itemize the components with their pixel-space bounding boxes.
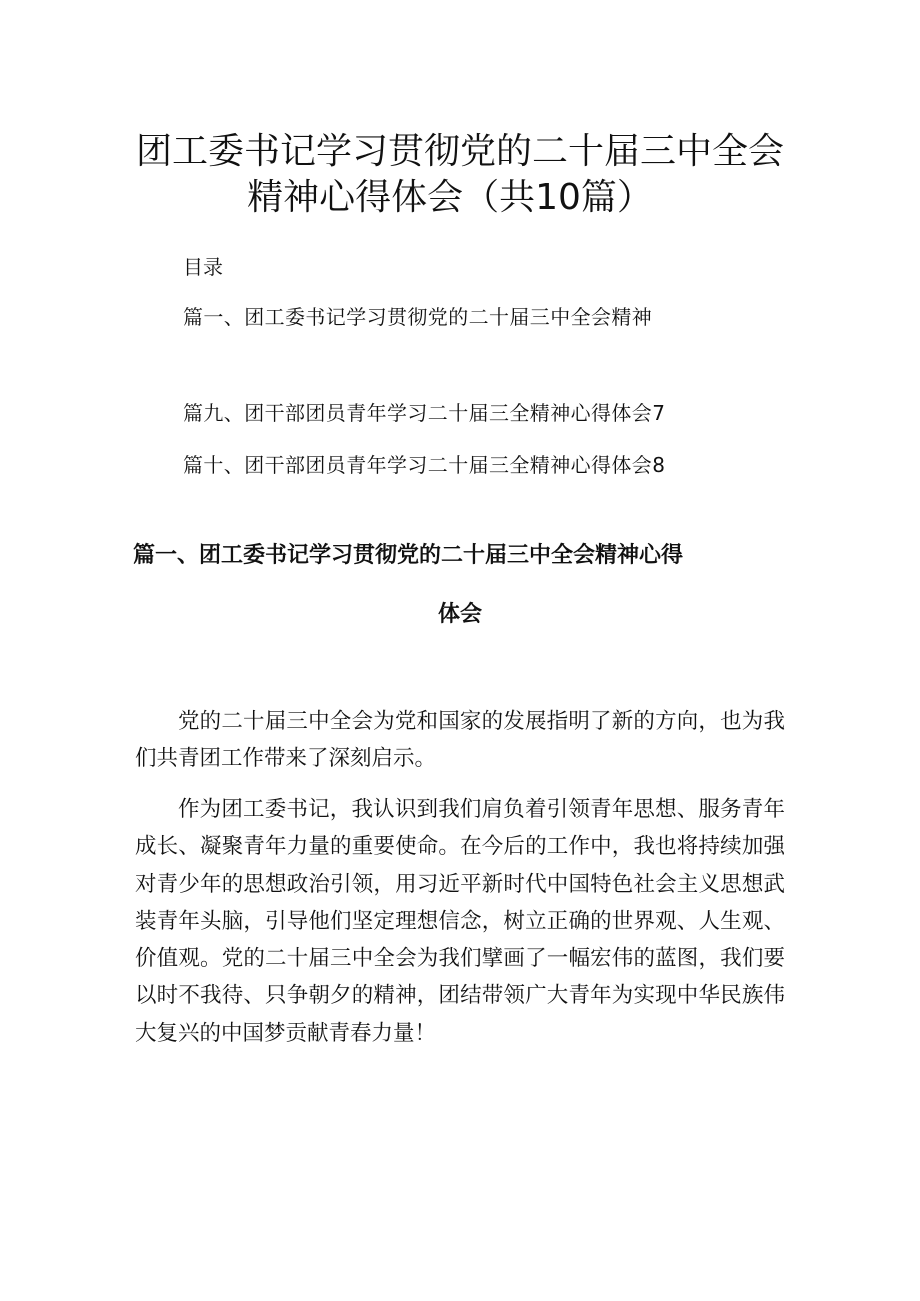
toc-item-9[interactable]: 篇九、团干部团员青年学习二十届三全精神心得体会7 xyxy=(183,401,666,425)
toc-heading: 目录 xyxy=(183,255,223,279)
document-title-line-2: 精神心得体会（共10篇） xyxy=(247,177,653,218)
section-title-line-2: 体会 xyxy=(437,602,482,627)
body-paragraph-2: 作为团工委书记，我认识到我们肩负着引领青年思想、服务青年成长、凝聚青年力量的重要使命。在今后的工作中，我也将持续加强对青少年的思想政治引领，用习近平新时代中国特色社会主义思想武装青年头脑，引导他们坚定理想信念，树立正确的世界观、人生观、价值观。党的二十届三中全会为我们擘画了一幅宏伟的蓝图，我们要以时不我待、只争朝夕的精神，团结带领广大青年为实现中华民族伟大复兴的中国梦贡献青春力量！ xyxy=(135,797,785,1046)
document-title-line-1: 团工委书记学习贯彻党的二十届三中全会 xyxy=(135,131,784,172)
toc-item-1[interactable]: 篇一、团工委书记学习贯彻党的二十届三中全会精神 xyxy=(183,305,653,329)
toc-item-10[interactable]: 篇十、团干部团员青年学习二十届三全精神心得体会8 xyxy=(183,453,666,477)
body-paragraph-1: 党的二十届三中全会为党和国家的发展指明了新的方向，也为我们共青团工作带来了深刻启示。 xyxy=(135,709,785,772)
section-title-line-1: 篇一、团工委书记学习贯彻党的二十届三中全会精神心得 xyxy=(133,543,684,568)
